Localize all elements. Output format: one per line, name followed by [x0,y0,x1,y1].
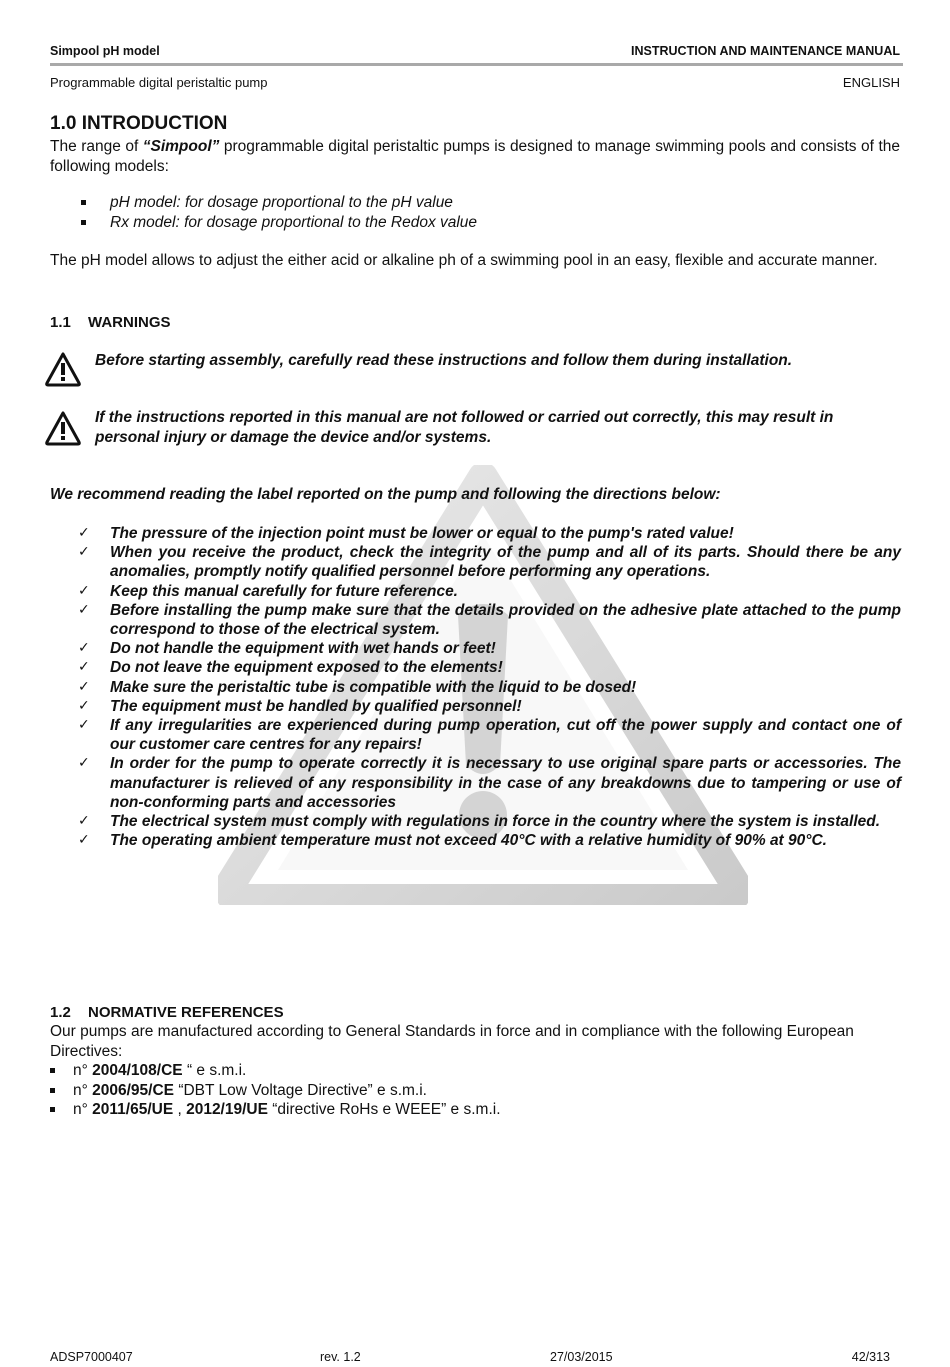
header-divider [50,63,903,66]
section-heading-warnings: 1.1 WARNINGS [50,314,171,331]
header-manual-title: INSTRUCTION AND MAINTENANCE MANUAL [631,44,900,58]
checklist-item: ✓ In order for the pump to operate correctly it is necessary to use original spare parts or accessories. The manufacturer is relieved of any responsibility in the case of any breakdowns due to tampering or use of non-conforming parts and accessories [78,755,901,811]
checklist-item: ✓ The operating ambient temperature must not exceed 40°C with a relative humidity of 90% at 90°C. [78,832,827,850]
checklist-item: ✓ Do not handle the equipment with wet hands or feet! [78,640,496,658]
footer-doc-code: ADSP7000407 [50,1350,133,1364]
checklist-item: ✓ When you receive the product, check the integrity of the pump and all of its parts. Should there be any anomalies, promptly notify qualified personnel before performing any operations. [78,544,901,581]
checklist-item: ✓ Make sure the peristaltic tube is compatible with the liquid to be dosed! [78,678,637,696]
check-icon: ✓ [78,544,90,561]
warning-text: Before starting assembly, carefully read these instructions and follow them during installation. [95,352,793,369]
list-item: n° 2011/65/UE , 2012/19/UE “directive RoHs e WEEE” e s.m.i. [50,1100,501,1120]
safety-checklist [50,524,901,850]
model-list [78,193,477,233]
checklist-item: ✓ Keep this manual carefully for future reference. [78,582,458,600]
footer-date: 27/03/2015 [550,1350,613,1364]
footer-page-number: 42/313 [851,1350,890,1364]
warning-text: If the instructions reported in this manual are not followed or carried out correctly, this may result in personal injury or damage the device and/or systems. [95,409,834,446]
check-icon: ✓ [78,678,90,695]
check-icon: ✓ [78,640,90,657]
list-item: Rx model: for dosage proportional to the Redox value [78,213,477,233]
list-item: n° 2004/108/CE “ e s.m.i. [50,1061,501,1081]
bullet-icon [50,1068,55,1073]
brand-name: “Simpool” [142,138,220,155]
check-icon: ✓ [78,697,90,714]
footer-revision: rev. 1.2 [320,1350,361,1364]
section-heading-introduction: 1.0 INTRODUCTION [50,113,228,134]
check-icon: ✓ [78,525,90,541]
list-item: pH model: for dosage proportional to the pH value [78,193,477,213]
checklist-item: ✓ Do not leave the equipment exposed to the elements! [78,659,503,677]
checklist-item: ✓ The pressure of the injection point must be lower or equal to the pump's rated value! [78,525,734,542]
checklist-item: ✓ The electrical system must comply with regulations in force in the country where the system is installed. [78,813,881,831]
check-icon: ✓ [78,813,90,830]
directive-list [50,1061,501,1120]
bullet-icon [81,200,86,205]
header-doc-title: Simpool pH model [50,44,160,58]
checklist-item: ✓ The equipment must be handled by qualified personnel! [78,697,522,715]
check-icon: ✓ [78,601,90,618]
checklist-item: ✓ Before installing the pump make sure that the details provided on the adhesive plate attached to the pump correspond to those of the electrical system. [78,601,901,639]
warning-triangle-icon [44,410,82,446]
normative-paragraph: Our pumps are manufactured according to General Standards in force and in compliance with the following European Directives: [50,1023,854,1060]
intro-paragraph-2: The pH model allows to adjust the either acid or alkaline ph of a swimming pool in an easy, flexible and accurate manner. [50,252,878,269]
warning-triangle-icon [44,351,82,387]
check-icon: ✓ [78,755,90,772]
checklist-item: ✓ If any irregularities are experienced during pump operation, cut off the power supply and contact one of our customer care centres for any repairs! [78,717,901,754]
header-subtitle: Programmable digital peristaltic pump [50,75,268,90]
recommendation-text: We recommend reading the label reported on the pump and following the directions below: [50,486,721,503]
intro-paragraph: The range of “Simpool” programmable digital peristaltic pumps is designed to manage swimming pools and consists of the following models: [50,138,900,175]
section-heading-normative: 1.2 NORMATIVE REFERENCES [50,1004,284,1021]
bullet-icon [50,1107,55,1112]
check-icon: ✓ [78,717,90,734]
bullet-icon [81,220,86,225]
check-icon: ✓ [78,832,90,849]
check-icon: ✓ [78,582,90,599]
header-language: ENGLISH [842,75,900,90]
bullet-icon [50,1088,55,1093]
check-icon: ✓ [78,659,90,676]
list-item: n° 2006/95/CE “DBT Low Voltage Directive” e s.m.i. [50,1081,501,1101]
